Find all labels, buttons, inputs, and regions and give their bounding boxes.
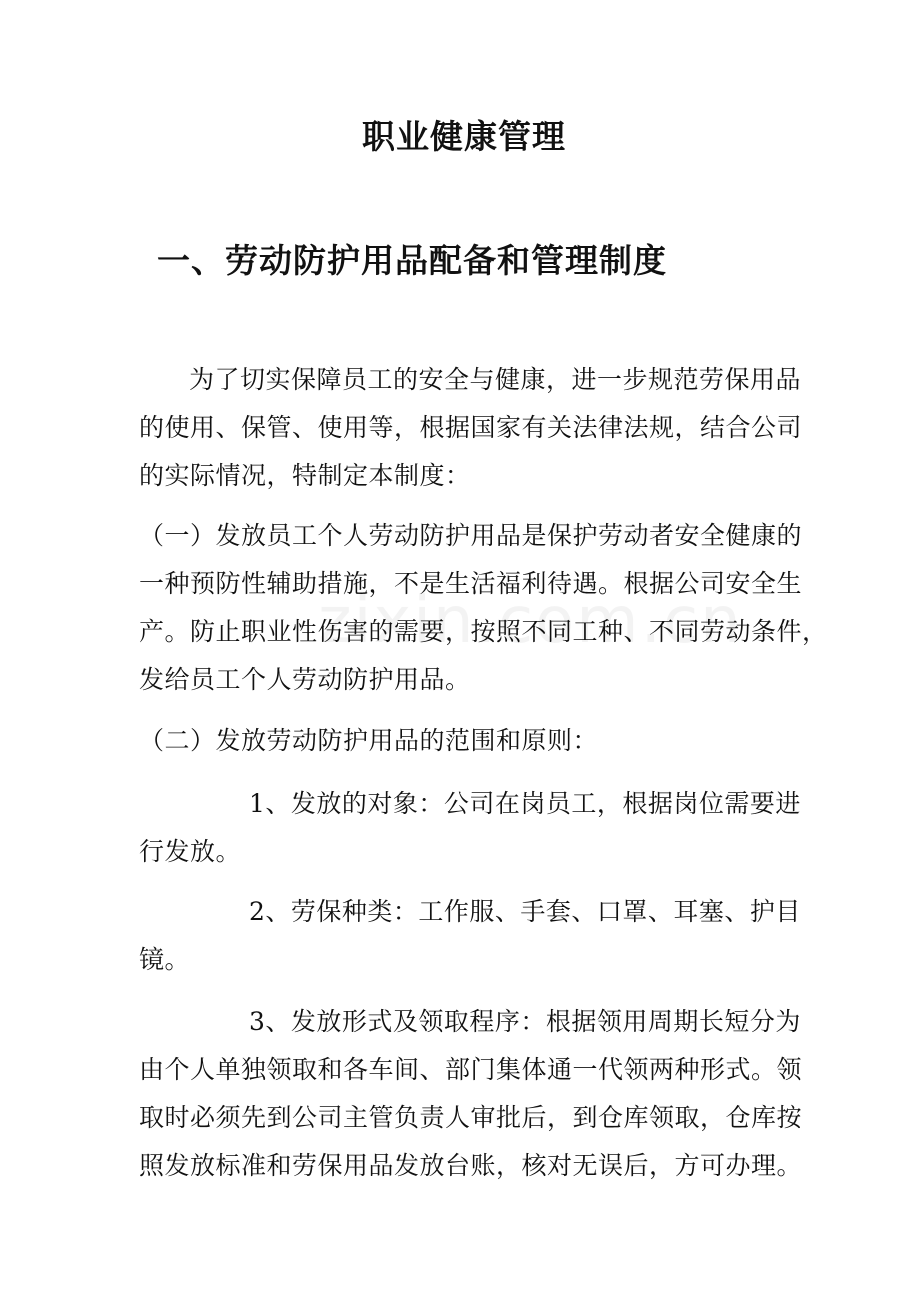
list-item-1-line: 行发放。 xyxy=(139,837,242,866)
paragraph-intro-line: 为了切实保障员工的安全与健康，进一步规范劳保用品 xyxy=(189,365,802,394)
paragraph-one-line: 产。防止职业性伤害的需要，按照不同工种、不同劳动条件， xyxy=(139,617,828,646)
list-item-3-line: 照发放标准和劳保用品发放台账，核对无误后，方可办理。 xyxy=(139,1151,803,1180)
list-item-1-line: 1、发放的对象：公司在岗员工，根据岗位需要进 xyxy=(249,789,801,818)
section-heading: 一、劳动防护用品配备和管理制度 xyxy=(157,241,667,280)
paragraph-intro-line: 的实际情况，特制定本制度： xyxy=(139,461,471,490)
paragraph-two-heading: （二）发放劳动防护用品的范围和原则： xyxy=(139,726,599,755)
list-item-2-line: 镜。 xyxy=(139,945,191,974)
list-item-3-line: 由个人单独领取和各车间、部门集体通一代领两种形式。领 xyxy=(139,1055,803,1084)
paragraph-one-line: 发给员工个人劳动防护用品。 xyxy=(139,665,471,694)
list-item-3-line: 3、发放形式及领取程序：根据领用周期长短分为 xyxy=(249,1007,801,1036)
document-title: 职业健康管理 xyxy=(362,117,566,156)
list-item-3-line: 取时必须先到公司主管负责人审批后，到仓库领取，仓库按 xyxy=(139,1103,803,1132)
list-item-2-line: 2、劳保种类：工作服、手套、口罩、耳塞、护目 xyxy=(249,897,801,926)
paragraph-one-line: 一种预防性辅助措施，不是生活福利待遇。根据公司安全生 xyxy=(139,569,803,598)
paragraph-one-line: （一）发放员工个人劳动防护用品是保护劳动者安全健康的 xyxy=(139,521,803,550)
paragraph-intro-line: 的使用、保管、使用等，根据国家有关法律法规，结合公司 xyxy=(139,413,803,442)
